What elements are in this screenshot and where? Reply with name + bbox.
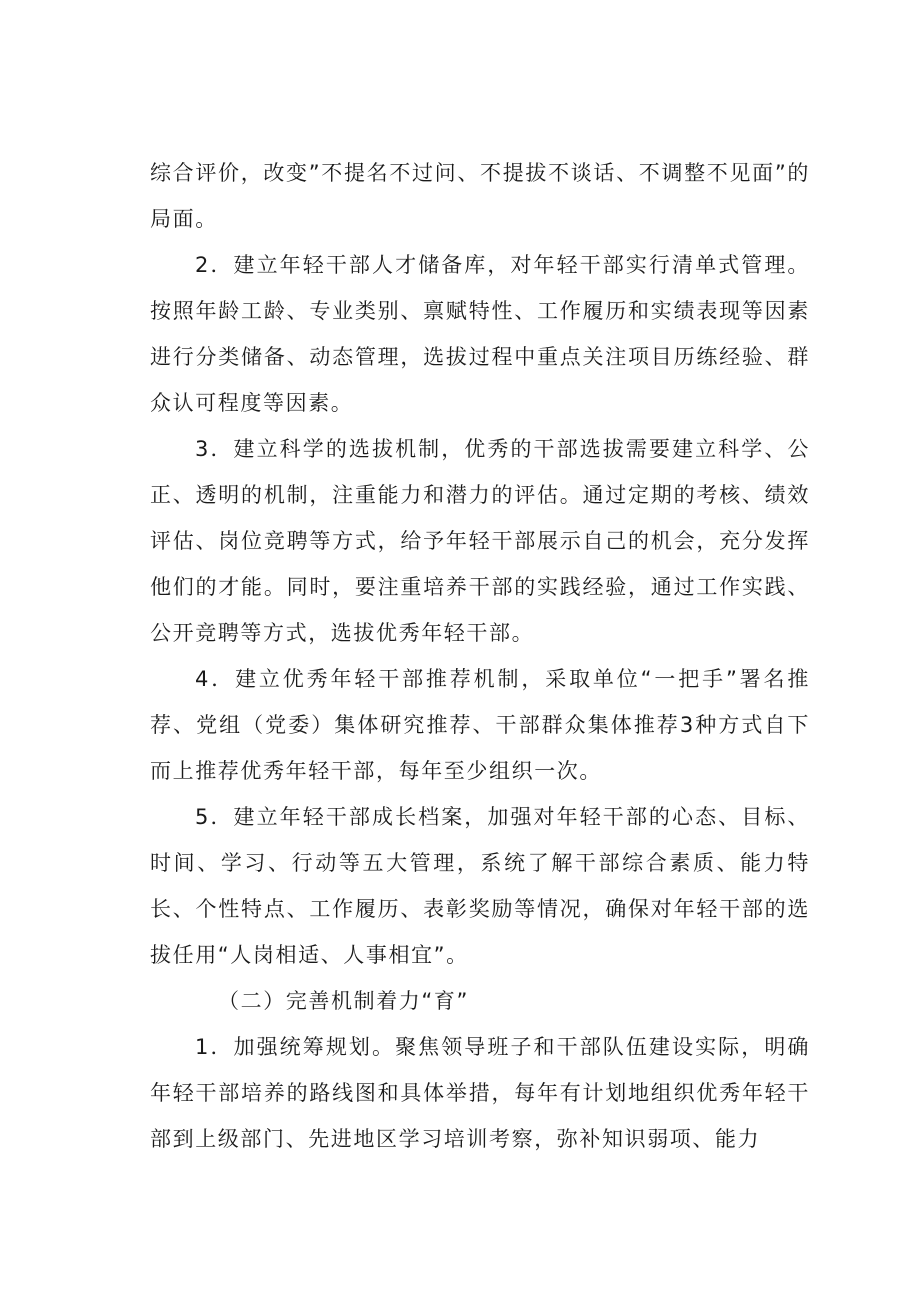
section-heading: （二）完善机制着力“育” — [218, 989, 469, 1013]
paragraph-item-5-growth-archive: 5．建立年轻干部成长档案，加强对年轻干部的心态、目标、时间、学习、行动等五大管理，系统了解干部综合素质、能力特长、个性特点、工作履历、表彰奖励等情况，确保对年轻干部的选拔任用“人岗相适、人事相宜”。 — [150, 805, 810, 967]
paragraph-item-1-planning: 1．加强统筹规划。聚焦领导班子和干部队伍建设实际，明确年轻干部培养的路线图和具体举措，每年有计划地组织优秀年轻干部到上级部门、先进地区学习培训考察，弥补知识弱项、能力 — [150, 1035, 810, 1151]
paragraph-item-3-selection-mechanism: 3．建立科学的选拔机制，优秀的干部选拔需要建立科学、公正、透明的机制，注重能力和潜力的评估。通过定期的考核、绩效评估、岗位竞聘等方式，给予年轻干部展示自己的机会，充分发挥他们的才能。同时，要注重培养干部的实践经验，通过工作实践、公开竞聘等方式，选拔优秀年轻干部。 — [150, 437, 810, 645]
document-body — [150, 150, 810, 1162]
paragraph-continuation: 综合评价，改变”不提名不过问、不提拔不谈话、不调整不见面”的局面。 — [150, 161, 810, 231]
paragraph-item-2-talent-pool: 2．建立年轻干部人才储备库，对年轻干部实行清单式管理。按照年龄工龄、专业类别、禀赋特性、工作履历和实绩表现等因素进行分类储备、动态管理，选拔过程中重点关注项目历练经验、群众认可程度等因素。 — [150, 253, 810, 415]
paragraph-item-4-recommendation: 4．建立优秀年轻干部推荐机制，采取单位“一把手”署名推荐、党组（党委）集体研究推荐、干部群众集体推荐3种方式自下而上推荐优秀年轻干部，每年至少组织一次。 — [150, 667, 810, 783]
